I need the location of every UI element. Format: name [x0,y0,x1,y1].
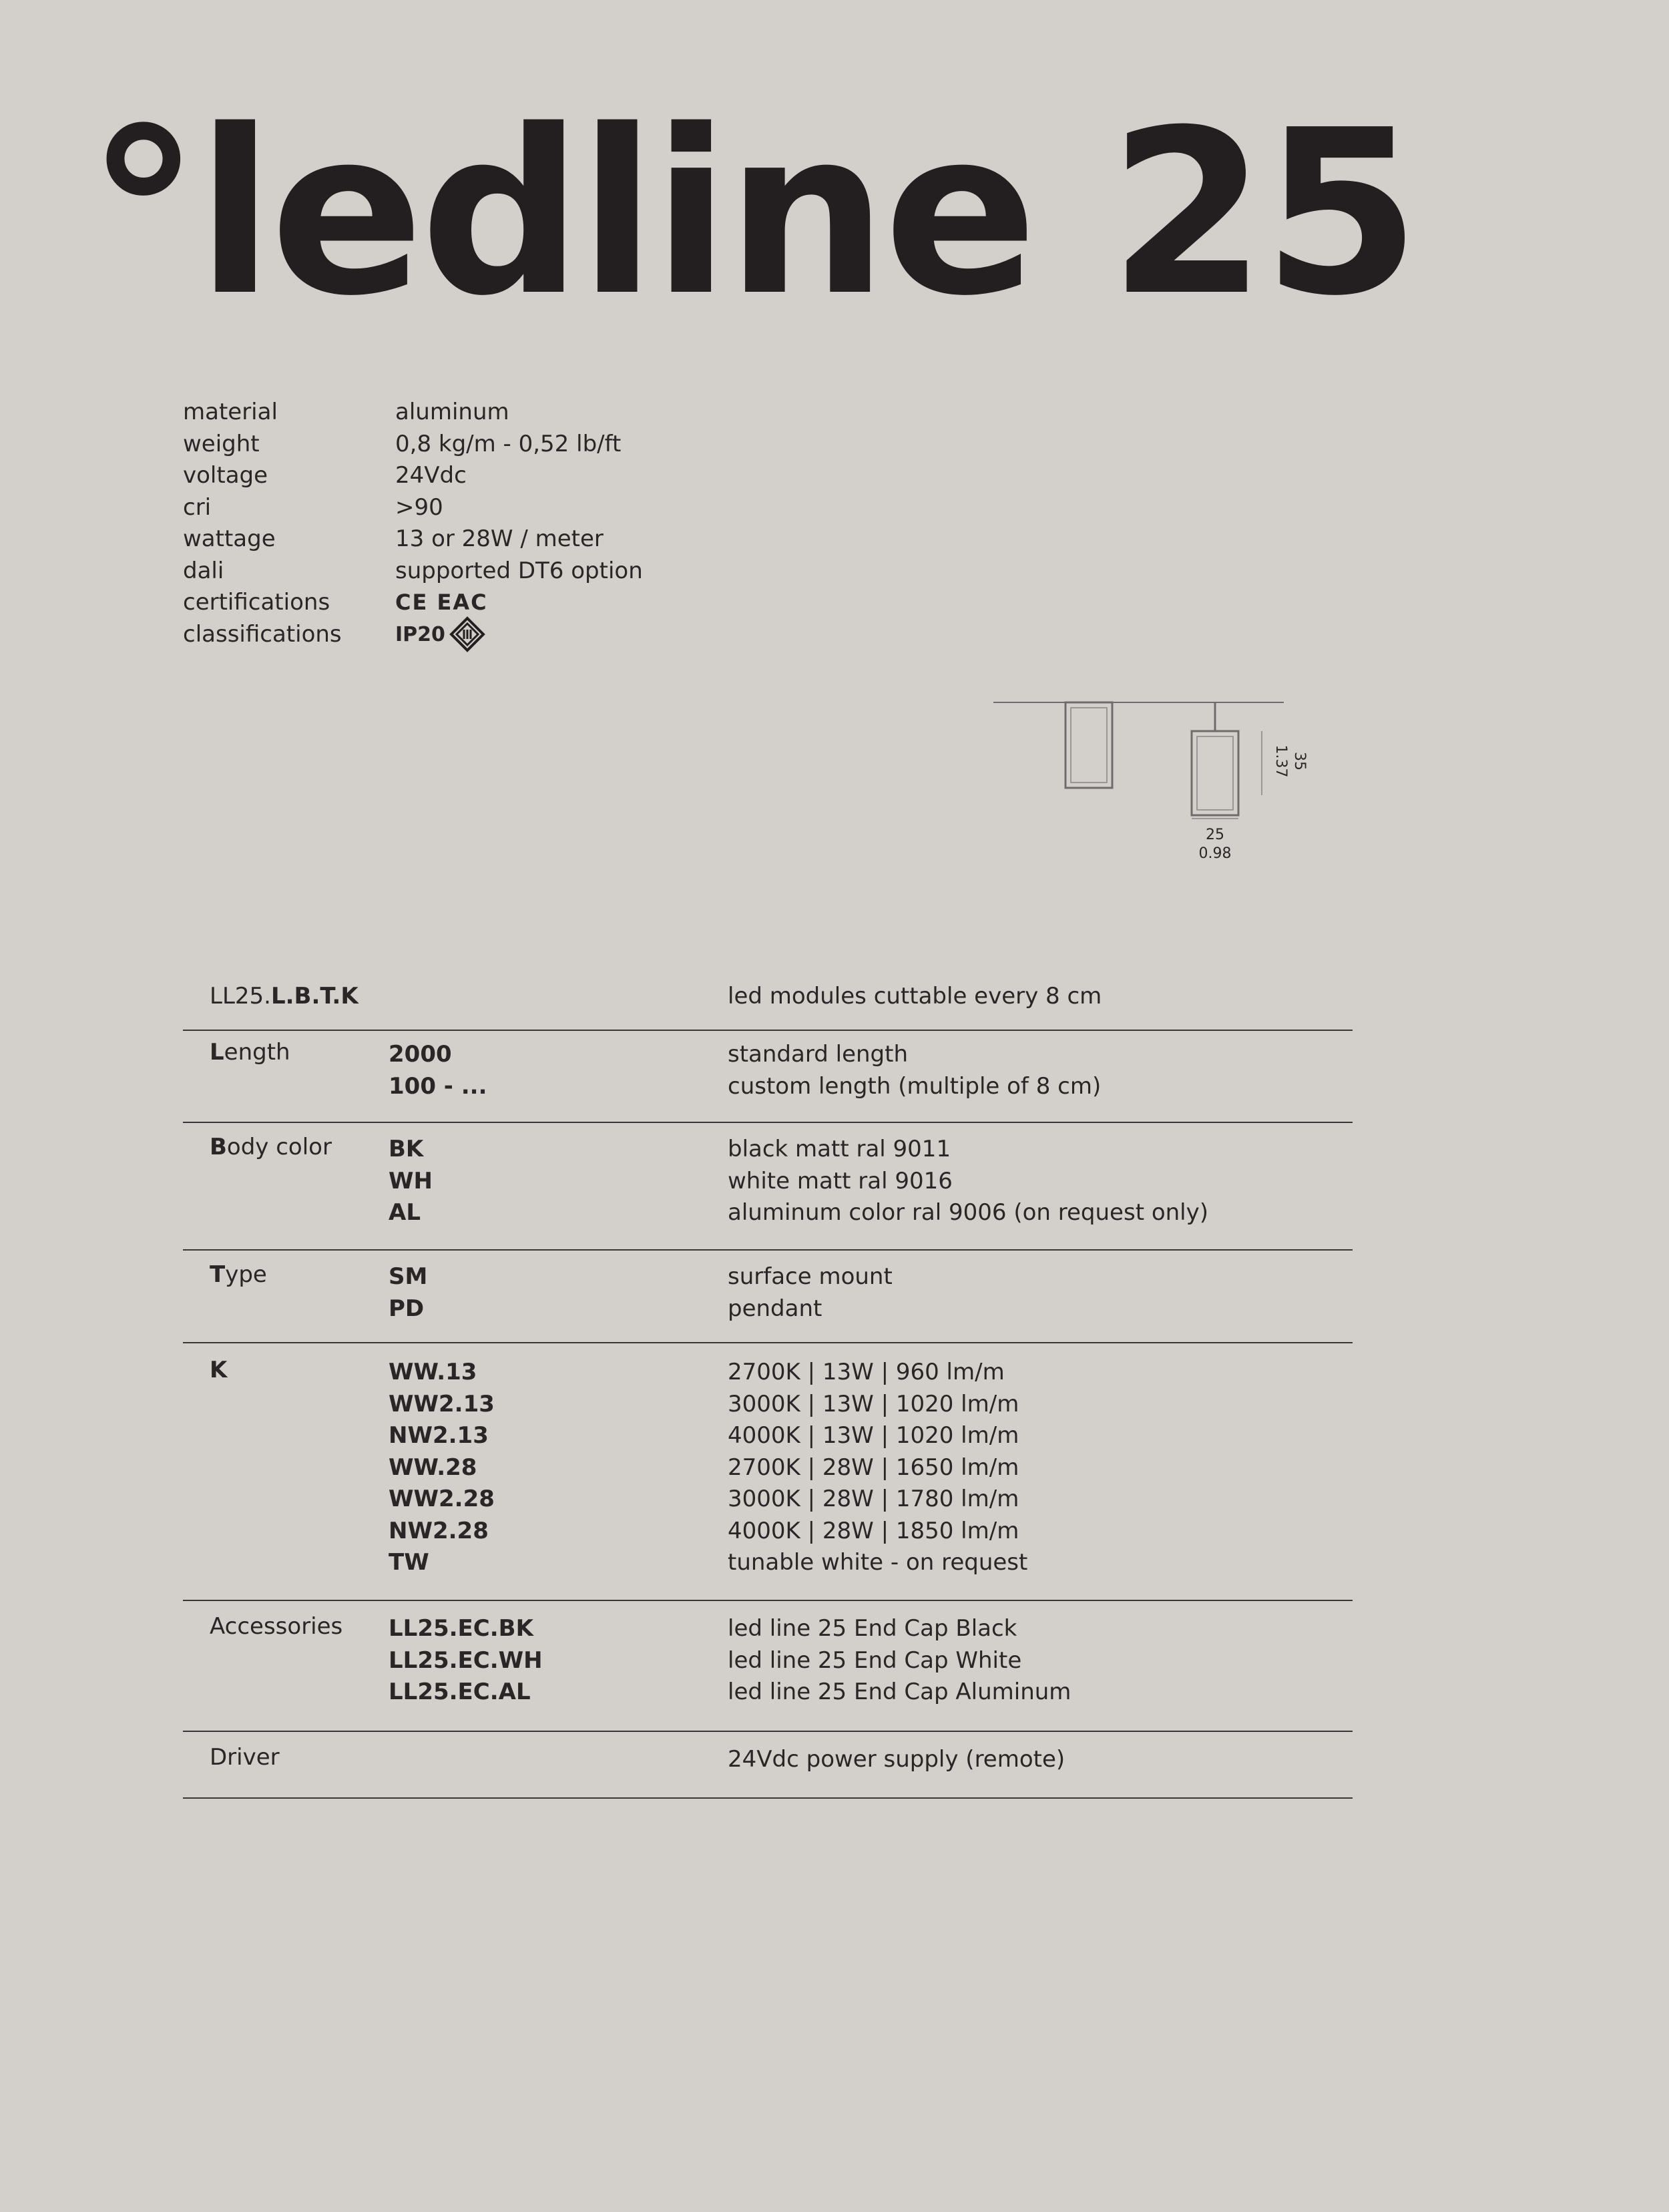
spec-row-cri [183,492,643,524]
code: WW2.28 [389,1486,495,1512]
description: 4000K | 13W | 1020 lm/m [728,1422,1019,1449]
code: PD [389,1295,425,1322]
height-in-label: 1.37 [1272,744,1289,778]
spec-label: dali [183,557,224,584]
section-codes [389,1134,433,1229]
section-label [210,1744,280,1771]
description: 2700K | 13W | 960 lm/m [728,1359,1005,1385]
code: SM [389,1263,428,1290]
description: black matt ral 9011 [728,1136,951,1162]
spec-row-material [183,397,643,429]
table-section-body-color [183,1123,1353,1251]
description: white matt ral 9016 [728,1167,953,1194]
description: 4000K | 28W | 1850 lm/m [728,1517,1019,1544]
section-descriptions [728,1039,1101,1102]
section-label-rest: ody color [226,1134,332,1160]
spec-value [395,619,485,651]
description: 3000K | 13W | 1020 lm/m [728,1390,1019,1417]
code: TW [389,1549,429,1576]
spec-value [395,587,488,619]
spec-value: 0,8 kg/m - 0,52 lb/ft [395,430,622,457]
profile-drawing [988,688,1362,875]
table-section-length [183,1031,1353,1123]
code: WH [389,1167,433,1194]
ordering-code-table [183,975,1353,1799]
spec-label: wattage [183,525,276,552]
code: WW.28 [389,1454,477,1481]
code: WW.13 [389,1359,477,1385]
section-label-rest: Driver [210,1744,280,1771]
code: NW2.13 [389,1422,489,1449]
section-label [210,1039,290,1066]
product-title: °ledline 25 [87,81,1417,346]
section-label [210,1134,332,1160]
class-iii-icon [449,616,485,652]
code: NW2.28 [389,1517,489,1544]
table-section-type [183,1251,1353,1343]
section-descriptions [728,1613,1071,1709]
section-descriptions [728,1134,1208,1229]
spec-row-classifications [183,619,643,651]
code: 2000 [389,1041,452,1068]
section-label-rest: Accessories [210,1613,343,1640]
description: pendant [728,1295,822,1322]
code: WW2.13 [389,1390,495,1417]
spec-list [183,397,643,650]
description: 24Vdc power supply (remote) [728,1746,1065,1773]
section-descriptions [728,1357,1027,1579]
spec-label: voltage [183,462,268,489]
section-codes [389,1261,427,1325]
section-descriptions [728,1261,893,1325]
section-label-initial: T [210,1261,226,1288]
spec-row-weight [183,429,643,461]
spec-label: certifications [183,589,330,616]
spec-row-wattage [183,523,643,556]
description: aluminum color ral 9006 (on request only) [728,1199,1209,1226]
section-descriptions [728,1744,1065,1776]
spec-value: >90 [395,493,443,521]
section-codes [389,1357,495,1579]
spec-value: aluminum [395,399,509,425]
description: tunable white - on request [728,1549,1028,1576]
spec-row-dali [183,556,643,588]
code: LL25.EC.WH [389,1646,543,1674]
code-format [210,983,359,1010]
description: custom length (multiple of 8 cm) [728,1072,1102,1100]
section-codes [389,1613,543,1709]
description: led line 25 End Cap Black [728,1615,1017,1642]
description: led line 25 End Cap Aluminum [728,1679,1071,1705]
spec-value: 13 or 28W / meter [395,525,604,552]
section-label-initial: K [210,1357,228,1383]
table-section-k [183,1343,1353,1601]
width-in-label: 0.98 [1198,845,1232,862]
table-section-accessories [183,1601,1353,1732]
ce-eac-mark: CE EAC [395,590,488,615]
code-suffix: L.B.T.K [270,983,359,1010]
code: BK [389,1136,424,1162]
code: AL [389,1199,421,1226]
spec-row-voltage [183,460,643,492]
spec-label: cri [183,493,212,521]
section-codes [389,1039,487,1102]
spec-value: supported DT6 option [395,557,643,584]
section-label-initial: L [210,1039,224,1066]
code-note: led modules cuttable every 8 cm [728,983,1102,1010]
spec-label: weight [183,430,260,457]
height-mm-label: 35 [1291,752,1308,770]
section-label-initial: B [210,1134,227,1160]
description: 3000K | 28W | 1780 lm/m [728,1486,1019,1512]
description: 2700K | 28W | 1650 lm/m [728,1454,1019,1481]
table-header-row [183,975,1353,1031]
code: LL25.EC.BK [389,1615,533,1642]
spec-row-certifications [183,587,643,619]
spec-label: material [183,399,278,425]
code: LL25.EC.AL [389,1679,531,1705]
code-prefix: LL25. [210,983,271,1010]
ip-rating: IP20 [395,622,445,646]
width-mm-label: 25 [1206,827,1224,843]
spec-label: classifications [183,620,342,648]
table-section-driver [183,1732,1353,1799]
section-label [210,1261,267,1288]
section-label [210,1613,342,1640]
description: surface mount [728,1263,893,1290]
section-label [210,1357,227,1383]
description: led line 25 End Cap White [728,1646,1022,1674]
code: 100 - ... [389,1072,487,1100]
spec-value: 24Vdc [395,462,467,489]
section-label-rest: ype [225,1261,267,1288]
section-label-rest: ength [224,1039,290,1066]
description: standard length [728,1041,908,1068]
